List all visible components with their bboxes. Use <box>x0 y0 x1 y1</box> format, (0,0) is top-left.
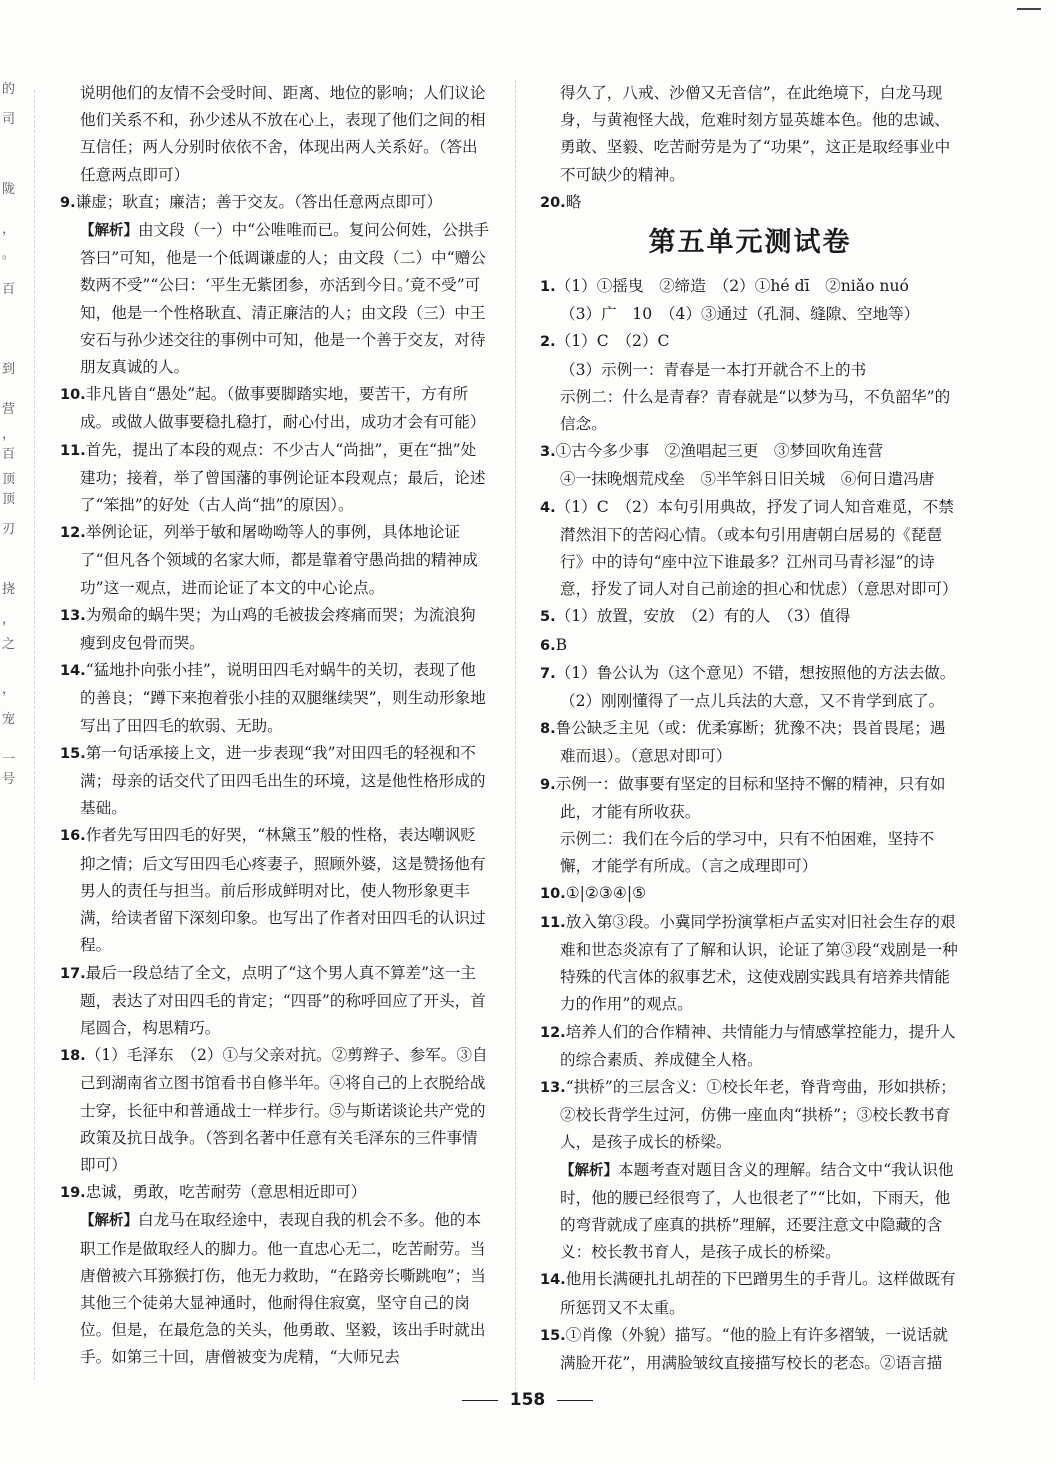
answer-text: ①肖像（外貌）描写。“他的脸上有许多褶皱，一说话就满脸开花”，用满脸皱纹直接描写校长的老态。②语言描 <box>560 1325 948 1372</box>
answer-continuation <box>540 80 960 189</box>
question-number: 3. <box>540 444 556 461</box>
answer-item <box>60 189 490 217</box>
question-number: 14. <box>60 663 86 680</box>
answer-text: 谦虚；耿直；廉洁；善于交友。（答出任意两点即可） <box>75 192 443 211</box>
answer-text: 由文段（一）中“公唯唯而已。复问公何姓，公拱手答曰”可知，他是一个低调谦虚的人；由文段（二）中“赠公数两不受”“公曰：‘平生无紫团参，亦活到今日。’竟不受”可知，他是一个性格耿直、清正廉洁的人；由文段（三）中王安石与孙少述交往的事例中可知，他是一个善于交友，对待朋友真诚的人。 <box>80 221 490 377</box>
answer-text: （1）C （2）C <box>555 332 670 351</box>
answer-item <box>60 822 490 959</box>
left-margin-rule <box>34 90 35 1380</box>
margin-fragment: 宠 <box>2 712 16 727</box>
margin-fragment: 顶 <box>2 472 16 487</box>
answer-text: 示例一：做事要有坚定的目标和坚持不懈的精神，只有如此，才能有所收获。 <box>555 774 946 821</box>
question-number: 8. <box>540 721 556 738</box>
margin-fragment: 百 <box>2 282 16 297</box>
margin-fragment: ， <box>2 427 16 442</box>
question-number: 6. <box>540 637 556 654</box>
question-number: 11. <box>540 914 566 931</box>
analysis-tag: 【解析】 <box>560 1162 618 1179</box>
answer-item <box>540 273 960 301</box>
answer-item <box>540 715 960 770</box>
answer-text: 放入第③段。小冀同学扮演掌柜卢孟实对旧社会生存的艰难和世态炎凉有了了解和认识，论证了第③段“戏剧是一种特殊的代言体的叙事艺术，这使戏剧实践具有培养共情能力的作用”的观点。 <box>560 912 958 1014</box>
analysis-paragraph <box>60 1207 490 1371</box>
answer-text: 培养人们的合作精神、共情能力与情感掌控能力，提升人的综合素质、养成健全人格。 <box>560 1022 956 1069</box>
answer-text: 本题考查对题目含义的理解。结合文中“我认识他时，他的腰已经很弯了，人也很老了”“比如，下雨天，他的弯背就成了座真的拱桥”理解，还要注意文中隐藏的含义：校长教书育人，是孩子成长的桥梁。 <box>560 1160 954 1262</box>
answer-item <box>540 328 960 356</box>
answer-item <box>540 880 960 908</box>
answer-text: 作者先写田四毛的好哭，“林黛玉”般的性格，表达嘲讽贬抑之情；后文写田四毛心疼妻子，照顾外婆，这是赞扬他有男人的责任与担当。前后形成鲜明对比，使人物形象更丰满，给读者留下深刻印象。也写出了作者对田四毛的认识过程。 <box>80 826 486 955</box>
margin-fragment: ， <box>2 222 16 237</box>
section-title: 第五单元测试卷 <box>648 227 852 259</box>
margin-fragment: 营 <box>2 402 16 417</box>
margin-fragment: 号 <box>2 772 16 787</box>
question-number: 11. <box>60 442 86 459</box>
unit-five-answers <box>540 273 960 1377</box>
question-number: 12. <box>60 525 86 542</box>
right-answer-column <box>540 80 960 1377</box>
question-number: 19. <box>60 1185 86 1202</box>
question-number: 5. <box>540 609 556 626</box>
analysis-paragraph <box>540 1157 960 1267</box>
answer-text: 示例二：什么是青春？青春就是“以梦为马，不负韶华”的信念。 <box>560 387 951 434</box>
answer-text: 为殒命的蜗牛哭；为山鸡的毛被拔会疼痛而哭；为流浪狗瘦到皮包骨而哭。 <box>80 605 476 653</box>
answer-item <box>60 1179 490 1207</box>
answer-item <box>60 1042 490 1179</box>
margin-fragment: 挠 <box>2 582 16 597</box>
answer-item <box>60 602 490 657</box>
answer-item <box>540 660 960 688</box>
margin-fragment: 刃 <box>2 522 16 537</box>
question-number: 17. <box>60 965 86 982</box>
question-number: 13. <box>60 607 86 624</box>
answer-item <box>60 437 490 520</box>
answer-continuation <box>540 301 960 328</box>
answer-item <box>540 771 960 826</box>
answer-item <box>60 657 490 740</box>
answer-text: 鲁公缺乏主见（或：优柔寡断；犹豫不决；畏首畏尾；遇难而退）。（意思对即可） <box>555 719 946 766</box>
margin-fragment: 百 <box>2 447 16 462</box>
answer-text: ④一抹晚烟荒戍垒 ⑤半竿斜日旧关城 ⑥何日遣冯唐 <box>560 470 935 489</box>
question-number: 15. <box>540 1327 566 1344</box>
answer-text: 白龙马在取经途中，表现自我的机会不多。他的本职工作是做取经人的脚力。他一直忠心无二，吃苦耐劳。当唐僧被六耳猕猴打伤，他无力救助，“在路旁长嘶跳咆”；当其他三个徒弟大显神通时，他耐得住寂寞，坚守自己的岗位。但是，在最危急的关头，他勇敢、坚毅，该出手时就出手。如第三十回，唐僧被变为虎精，“大师兄去 <box>80 1211 486 1367</box>
answer-text: 略 <box>565 192 582 211</box>
margin-fragment: 顶 <box>2 492 16 507</box>
answer-text: 说明他们的友情不会受时间、距离、地位的影响；人们议论他们关系不和，孙少述从不放在心上，表现了他们之间的相互信任；两人分别时依依不舍，体现出两人关系好。（答出任意两点即可） <box>80 84 486 184</box>
question-number: 18. <box>60 1048 86 1065</box>
answer-item <box>540 909 960 1019</box>
question-number: 2. <box>540 334 556 351</box>
answer-continuation <box>540 826 960 880</box>
answer-text: （2）刚刚懂得了一点儿兵法的大意，又不肯学到底了。 <box>560 692 945 711</box>
answer-item <box>540 1322 960 1377</box>
answer-item <box>60 519 490 602</box>
footer-dash-left <box>462 1400 498 1401</box>
column-divider <box>515 80 516 1400</box>
answer-text: 首先，提出了本段的观点：不少古人“尚拙”，更在“拙”处建功；接着，举了曾国藩的事例论证本段观点；最后，论述了“笨拙”的好处（古人尚“拙”的原因）。 <box>80 440 486 515</box>
answer-continuation <box>540 688 960 715</box>
margin-fragment: ， <box>2 682 16 697</box>
answer-item <box>540 494 960 604</box>
question-number: 4. <box>540 499 556 516</box>
left-answer-column <box>60 80 490 1372</box>
footer-dash-right <box>557 1400 593 1401</box>
answer-text: 举例论证，列举于敏和屠呦呦等人的事例，具体地论证了“但凡各个领域的名家大师，都是靠着守愚尚拙的精神成功”这一观点，进而论证了本文的中心论点。 <box>80 523 478 597</box>
answer-text: （1）①摇曳 ②缔造 （2）①hé dī ②niǎo nuó <box>555 277 909 296</box>
margin-fragment: 。 <box>2 247 16 262</box>
question-number: 16. <box>60 828 86 845</box>
answer-text: 最后一段总结了全文，点明了“这个男人真不算差”这一主题，表达了对田四毛的肯定；“四哥”的称呼回应了开头，首尾圆合，构思精巧。 <box>80 963 486 1037</box>
question-number: 1. <box>540 279 556 296</box>
answer-item <box>540 438 960 466</box>
answer-continuation <box>540 384 960 438</box>
margin-fragment: 陇 <box>2 182 16 197</box>
page-footer <box>0 1390 1055 1410</box>
answer-text: 示例二：我们在今后的学习中，只有不怕困难，坚持不懈，才能学有所成。（言之成理即可） <box>560 830 935 876</box>
margin-fragment: ， <box>2 612 16 627</box>
answer-text: “猛地扑向张小挂”，说明田四毛对蜗牛的关切，表现了他的善良；“蹲下来抱着张小挂的双腿继续哭”，则生动形象地写出了田四毛的软弱、无助。 <box>80 661 486 735</box>
answer-item <box>540 632 960 660</box>
question-number: 13. <box>540 1079 566 1096</box>
question-number: 7. <box>540 665 556 682</box>
margin-fragment: 之 <box>2 637 16 652</box>
answer-text: 忠诚，勇敢，吃苦耐劳（意思相近即可） <box>85 1183 367 1202</box>
answer-text: 他用长满硬扎扎胡茬的下巴蹭男生的手背儿。这样做既有所惩罚又不太重。 <box>560 1270 956 1317</box>
question-number: 14. <box>540 1272 566 1289</box>
question-number: 10. <box>540 886 566 903</box>
answer-item <box>60 960 490 1043</box>
question-number: 9. <box>60 194 76 211</box>
answer-text: （1）C （2）本句引用典故，抒发了词人知音难觅，不禁潸然泪下的苦闷心情。（或本句引用唐朝白居易的《琵琶行》中的诗句“座中泣下谁最多？江州司马青衫湿”的诗意，抒发了词人对自己前途的担心和忧虑）（意思对即可） <box>555 497 958 599</box>
answer-text: （1）鲁公认为（这个意见）不错，想按照他的方法去做。 <box>555 663 956 682</box>
answer-text: 得久了，八戒、沙僧又无音信”，在此绝境下，白龙马现身，与黄袍怪大战，危难时刻方显英雄本色。他的忠诚、勇敢、坚毅、吃苦耐劳是为了“功果”，这正是取经事业中不可缺少的精神。 <box>560 84 951 184</box>
analysis-tag: 【解析】 <box>80 1213 138 1230</box>
answer-continuation <box>540 466 960 493</box>
answer-continuation <box>60 80 490 189</box>
answer-text: （1）放置，安放 （2）有的人 （3）值得 <box>555 607 851 626</box>
answer-item <box>540 1019 960 1074</box>
answer-item <box>540 1074 960 1157</box>
answer-text: （1）毛泽东 （2）①与父亲对抗。②剪辫子、参军。③自己到湖南省立图书馆看书自修半年。④将自己的上衣脱给战士穿，长征中和普通战士一样步行。⑤与斯诺谈论共产党的政策及抗日战争。（答到名著中任意有关毛泽东的三件事情即可） <box>80 1046 488 1174</box>
analysis-paragraph <box>60 217 490 381</box>
page-number: 158 <box>509 1390 546 1410</box>
answer-continuation <box>540 357 960 384</box>
right-column-continuation <box>540 80 960 217</box>
answer-item <box>60 740 490 823</box>
analysis-tag: 【解析】 <box>80 223 138 240</box>
answer-item <box>60 381 490 436</box>
question-number: 20. <box>540 194 566 211</box>
answer-item <box>540 603 960 631</box>
question-number: 12. <box>540 1024 566 1041</box>
question-number: 9. <box>540 776 556 793</box>
answer-text: （3）示例一：青春是一本打开就合不上的书 <box>560 360 867 379</box>
answer-text: B <box>555 635 568 654</box>
answer-item <box>540 1266 960 1321</box>
answer-text: ①|②③④|⑤ <box>565 884 647 903</box>
answer-text: 第一句话承接上文，进一步表现“我”对田四毛的轻视和不满；母亲的话交代了田四毛出生的环境，这是他性格形成的基础。 <box>80 743 486 818</box>
answer-text: （3）广 10 （4）③通过（孔洞、缝隙、空地等） <box>560 305 920 324</box>
margin-fragment: 一 <box>2 752 16 767</box>
answer-item <box>540 189 960 217</box>
corner-mark <box>1017 8 1041 10</box>
answer-text: 非凡皆自“愚处”起。（做事要脚踏实地，要苦干，方有所成。或做人做事要稳扎稳打，耐心付出，成功才会有可能） <box>80 385 486 432</box>
question-number: 15. <box>60 745 86 762</box>
answer-text: “拱桥”的三层含义：①校长年老，脊背弯曲，形如拱桥；②校长背学生过河，仿佛一座血肉“拱桥”；③校长教书育人，是孩子成长的桥梁。 <box>560 1077 956 1152</box>
margin-fragment: 到 <box>2 362 16 377</box>
question-number: 10. <box>60 387 86 404</box>
margin-fragment: 的 <box>2 82 16 97</box>
answer-text: ①古今多少事 ②渔唱起三更 ③梦回吹角连营 <box>555 442 884 461</box>
margin-fragment: 司 <box>2 112 16 127</box>
